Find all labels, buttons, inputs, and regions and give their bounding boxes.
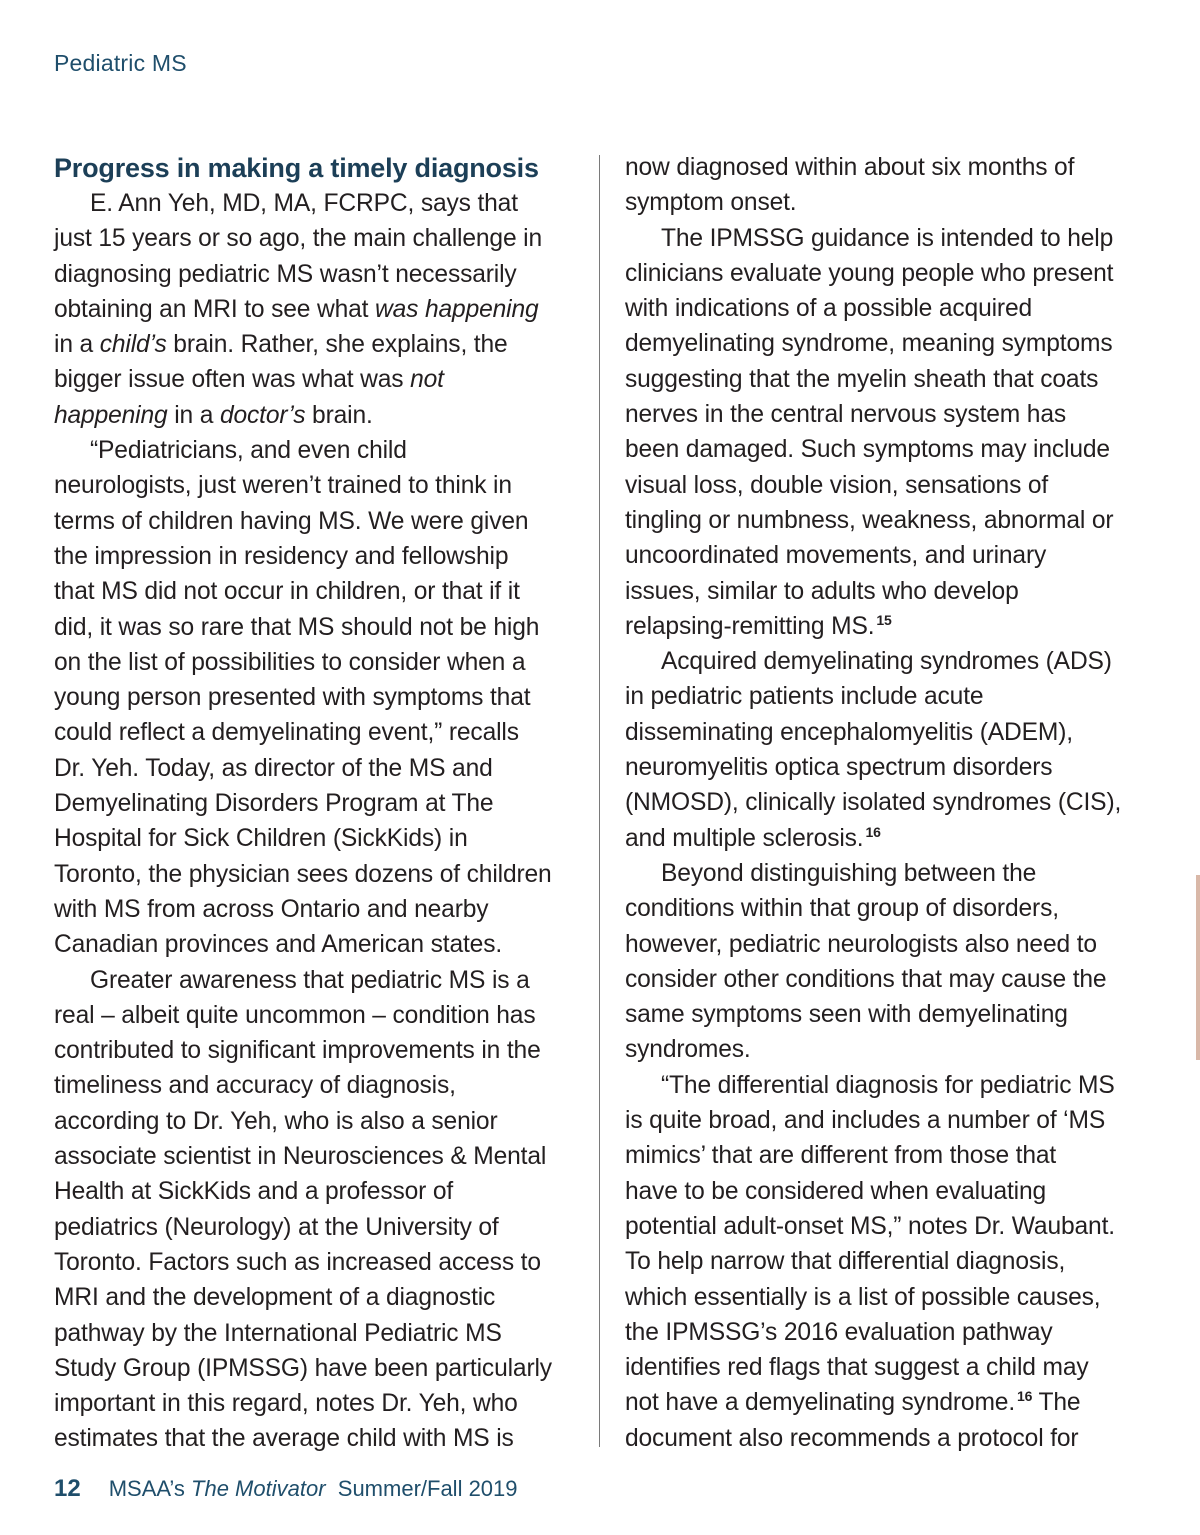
text-line: symptom onset. (625, 189, 797, 217)
page-footer (54, 1475, 518, 1503)
text-line: real – albeit quite uncommon – condition has (54, 1001, 536, 1029)
text-line: potential adult-onset MS,” notes Dr. Waubant. (625, 1212, 1115, 1240)
text-line: (NMOSD), clinically isolated syndromes (CIS), (625, 789, 1122, 817)
page-number: 12 (54, 1475, 81, 1502)
text-line: suggesting that the myelin sheath that coats (625, 365, 1099, 393)
text-line: happening in a doctor’s brain. (54, 401, 373, 429)
text-line: estimates that the average child with MS is (54, 1425, 514, 1453)
text-line: young person presented with symptoms that (54, 684, 531, 712)
text-line: mimics’ that are different from those that (625, 1142, 1057, 1170)
text-line: consider other conditions that may cause the (625, 965, 1107, 993)
right-column (625, 150, 1165, 1456)
reference-superscript: 16 (1017, 1388, 1033, 1405)
reference-superscript: 16 (865, 823, 881, 840)
text-line: Dr. Yeh. Today, as director of the MS and (54, 754, 493, 782)
text-line: disseminating encephalomyelitis (ADEM), (625, 718, 1073, 746)
text-line: which essentially is a list of possible causes, (625, 1283, 1101, 1311)
text-line: associate scientist in Neurosciences & Mental (54, 1143, 547, 1171)
text-line: according to Dr. Yeh, who is also a senior (54, 1107, 498, 1135)
text-line: Health at SickKids and a professor of (54, 1178, 454, 1206)
text-line: timeliness and accuracy of diagnosis, (54, 1072, 456, 1100)
section-label: Pediatric MS (54, 50, 187, 76)
text-line: issues, similar to adults who develop (625, 577, 1019, 605)
text-line: the impression in residency and fellowship (54, 542, 509, 570)
text-line: uncoordinated movements, and urinary (625, 542, 1047, 570)
text-line: relapsing-remitting MS. $^{15}$ (625, 611, 892, 640)
emphasis: was happening (375, 295, 539, 323)
left-column (54, 150, 584, 1457)
text-line: demyelinating syndrome, meaning symptoms (625, 330, 1113, 358)
text-line: MRI and the development of a diagnostic (54, 1284, 496, 1312)
text-line: “Pediatricians, and even child (90, 437, 407, 465)
text-line: Acquired demyelinating syndromes (ADS) (661, 648, 1112, 676)
text-line: E. Ann Yeh, MD, MA, FCRPC, says that (90, 190, 518, 217)
text-line: with indications of a possible acquired (625, 295, 1033, 323)
text-line: Toronto. Factors such as increased access to (54, 1248, 541, 1276)
emphasis: child’s (99, 331, 167, 359)
text-line: been damaged. Such symptoms may include (625, 436, 1110, 464)
issue-date: Summer/Fall 2019 (337, 1476, 518, 1501)
text-line: diagnosing pediatric MS wasn’t necessarily (54, 260, 517, 288)
text-line: with MS from across Ontario and nearby (54, 895, 489, 923)
text-line: obtaining an MRI to see what was happening (54, 295, 539, 323)
text-line: that MS did not occur in children, or that if it (54, 578, 520, 606)
text-line: document also recommends a protocol for (625, 1424, 1079, 1452)
text-line: neuromyelitis optica spectrum disorders (625, 754, 1053, 782)
text-line: Study Group (IPMSSG) have been particularly (54, 1354, 552, 1382)
text-line: “The differential diagnosis for pediatric MS (661, 1071, 1115, 1099)
emphasis: happening (54, 401, 168, 429)
text-line: clinicians evaluate young people who present (625, 259, 1114, 287)
text-line: syndromes. (625, 1036, 751, 1064)
text-line: same symptoms seen with demyelinating (625, 1001, 1068, 1029)
text-line: To help narrow that differential diagnosis, (625, 1248, 1066, 1276)
text-line: terms of children having MS. We were given (54, 507, 529, 535)
page-edge-mark (1196, 875, 1200, 1060)
text-line: contributed to significant improvements in the (54, 1037, 541, 1065)
text-line: Hospital for Sick Children (SickKids) in (54, 825, 468, 853)
text-line: bigger issue often was what was not (54, 366, 444, 394)
text-line: not have a demyelinating syndrome. $^{16}$ The (625, 1388, 1081, 1417)
text-line: pediatrics (Neurology) at the University of (54, 1213, 499, 1241)
text-line: neurologists, just weren’t trained to think in (54, 472, 512, 500)
text-line: did, it was so rare that MS should not be high (54, 613, 540, 641)
column-divider (599, 155, 600, 1447)
text-line: just 15 years or so ago, the main challenge in (54, 225, 543, 253)
text-line: visual loss, double vision, sensations of (625, 471, 1049, 499)
text-line: in a child’s brain. Rather, she explains, the (54, 331, 508, 359)
text-line: nerves in the central nervous system has (625, 401, 1066, 429)
text-line: Demyelinating Disorders Program at The (54, 790, 494, 818)
emphasis: not (410, 366, 444, 394)
text-line: identifies red flags that suggest a child may (625, 1354, 1089, 1382)
article-heading: Progress in making a timely diagnosis (54, 153, 539, 183)
text-line: have to be considered when evaluating (625, 1177, 1047, 1205)
text-line: on the list of possibilities to consider when a (54, 648, 526, 676)
text-line: the IPMSSG’s 2016 evaluation pathway (625, 1318, 1053, 1346)
text-line: important in this regard, notes Dr. Yeh, who (54, 1390, 518, 1418)
text-line: and multiple sclerosis. $^{16}$ (625, 823, 881, 852)
text-line: conditions within that group of disorders, (625, 895, 1059, 923)
magazine-title: The Motivator (191, 1476, 326, 1501)
text-line: The IPMSSG guidance is intended to help (661, 224, 1114, 252)
emphasis: doctor’s (219, 401, 306, 429)
text-line: Canadian provinces and American states. (54, 931, 503, 959)
text-line: however, pediatric neurologists also need to (625, 930, 1097, 958)
publisher: MSAA’s (108, 1476, 192, 1501)
text-line: is quite broad, and includes a number of ‘MS (625, 1107, 1106, 1135)
text-line: Toronto, the physician sees dozens of children (54, 860, 552, 888)
text-line: in pediatric patients include acute (625, 683, 984, 711)
reference-superscript: 15 (876, 611, 892, 628)
text-line: Beyond distinguishing between the (661, 859, 1037, 887)
text-line: now diagnosed within about six months of (625, 154, 1075, 181)
text-line: tingling or numbness, weakness, abnormal or (625, 506, 1114, 534)
text-line: pathway by the International Pediatric MS (54, 1319, 502, 1347)
text-line: Greater awareness that pediatric MS is a (90, 966, 530, 994)
text-line: could reflect a demyelinating event,” recalls (54, 719, 519, 747)
